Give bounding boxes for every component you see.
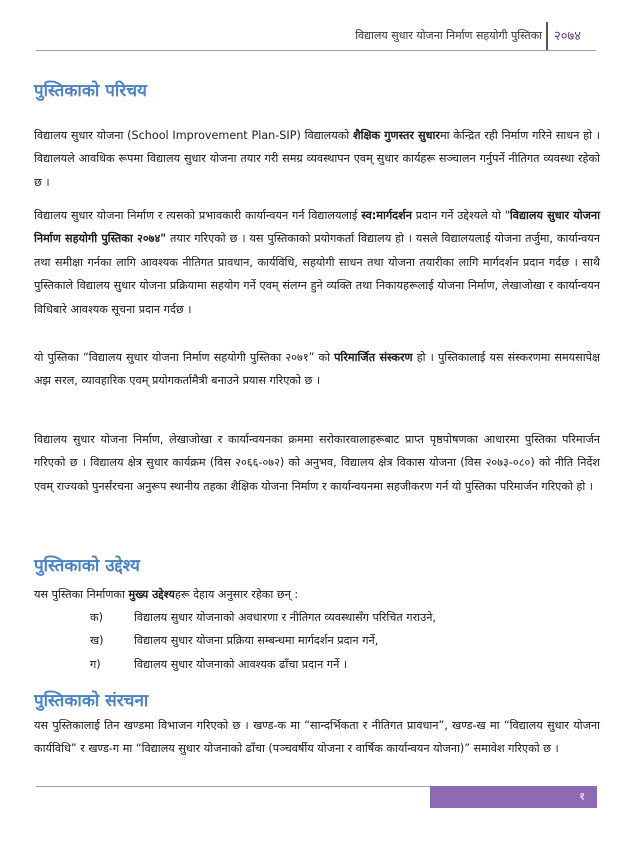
structure-paragraph: यस पुस्तिकालाई तिन खण्डमा विभाजन गरिएको छ । खण्ड-क मा “सान्दर्भिकता र नीतिगत प्रावधान”, खण्ड-ख मा “विद्यालय सुधार योजना कार्यविधि” र खण्ड-ग मा “विद्यालय सुधार योजनाको ढाँचा (पञ्चवर्षीय योजना र वार्षिक कार्यान्वयन योजना)” समावेश गरिएको छ । (34, 719, 600, 756)
list-item-marker: ख) (90, 634, 104, 648)
header-separator (546, 22, 548, 50)
intro-p2-text-a: विद्यालय सुधार योजना निर्माण र त्यसको प्रभावकारी कार्यान्वयन गर्न विद्यालयलाई (34, 209, 362, 222)
intro-p2-bold-1: स्व:मार्गदर्शन (361, 209, 412, 222)
intro-paragraph-3 (34, 346, 600, 393)
structure-heading: पुस्तिकाको संरचना (34, 691, 149, 711)
list-item (34, 629, 600, 652)
intro-p1-text-c: मा केन्द्रित रही निर्माण गरिने साधन हो । विद्यालयले आवधिक रूपमा विद्यालय सुधार योजना तयार गरी समग्र व्यवस्थापन एवम् सुधार कार्यहरू सञ्चालन गर्नुपर्ने नीतिगत व्यवस्था रहेको छ । (34, 129, 600, 189)
intro-p3-text-a: यो पुस्तिका “विद्यालय सुधार योजना निर्माण सहयोगी पुस्तिका २०७१” को (34, 351, 335, 364)
header-rule (36, 50, 596, 51)
intro-p2-text-e: तयार गरिएको छ । यस पुस्तिकाको प्रयोगकर्ता विद्यालय हो । यसले विद्यालयलाई योजना तर्जुमा, कार्यान्वयन तथा समीक्षा गर्नका लागि आवश्यक नीतिगत प्रावधान, कार्यविधि, सहयोगी साधन तथा योजना तयारीका लागि मार्गदर्शन प्रदान गर्दछ । साथै पुस्तिकाले विद्यालय सुधार योजना प्रक्रियामा सहयोग गर्ने एवम् संलग्न हुने व्यक्ति तथा निकायहरूलाई योजना निर्माण, लेखाजोखा र कार्यान्वयन विधिबारे आवश्यक सूचना प्रदान गर्दछ । (34, 232, 600, 316)
list-item-marker: क) (90, 611, 103, 624)
list-item-text: विद्यालय सुधार योजनाको आवश्यक ढाँचा प्रदान गर्ने । (134, 657, 348, 671)
intro-paragraph-2 (34, 204, 600, 321)
list-item-marker: ग) (90, 657, 101, 671)
objectives-lead (34, 583, 600, 606)
list-item (34, 606, 600, 629)
intro-p3-text-c: हो । पुस्तिकालाई यस संस्करणमा समयसापेक्ष अझ सरल, व्यावहारिक एवम् प्रयोगकर्तामैत्री बनाउने प्रयास गरिएको छ । (34, 351, 600, 388)
intro-heading: पुस्तिकाको परिचय (34, 81, 147, 101)
intro-p2-text-c: प्रदान गर्ने उद्देश्यले यो " (411, 209, 510, 222)
objectives-lead-bold: मुख्य उद्देश्य (128, 588, 175, 601)
intro-p3-bold: परिमार्जित संस्करण (334, 351, 413, 364)
intro-p1-bold: शैक्षिक गुणस्तर सुधार (352, 129, 440, 142)
intro-p2-bold-2: विद्यालय सुधार योजना निर्माण सहयोगी पुस्तिका २०७४" (34, 209, 601, 246)
list-item (34, 653, 600, 676)
list-item-text: विद्यालय सुधार योजना प्रक्रिया सम्बन्धमा मार्गदर्शन प्रदान गर्ने, (134, 634, 379, 648)
header-year: २०७४ (554, 29, 582, 44)
header-title: विद्यालय सुधार योजना निर्माण सहयोगी पुस्तिका (355, 29, 542, 42)
objectives-heading: पुस्तिकाको उद्देश्य (34, 556, 140, 576)
intro-paragraph-4: विद्यालय सुधार योजना निर्माण, लेखाजोखा र कार्यान्वयनका क्रममा सरोकारवालाहरूबाट प्राप्त पृष्ठपोषणका आधारमा पुस्तिका परिमार्जन गरिएको छ । विद्यालय क्षेत्र सुधार कार्यक्रम (विस २०६६-०७२) को अनुभव, विद्यालय क्षेत्र विकास योजना (विस २०७३-०८०) को नीति निर्देश एवम् राज्यको पुनर्संरचना अनुरूप स्थानीय तहका शैक्षिक योजना निर्माण र कार्यान्वयनमा सहजीकरण गर्न यो पुस्तिका परिमार्जन गरिएको हो । (34, 433, 600, 493)
objectives-lead-text-a: यस पुस्तिका निर्माणका (34, 588, 129, 601)
objectives-lead-text-c: हरू देहाय अनुसार रहेका छन् : (174, 588, 299, 601)
page-number: १ (579, 790, 585, 803)
objectives-list (34, 606, 600, 676)
list-item-text: विद्यालय सुधार योजनाको अवधारणा र नीतिगत व्यवस्थासँग परिचित गराउने, (134, 611, 436, 624)
intro-p1-text-a: विद्यालय सुधार योजना (School Improvement Plan-SIP) विद्यालयको (34, 129, 353, 142)
footer-page-bar (430, 786, 597, 808)
intro-paragraph-1 (34, 124, 600, 194)
